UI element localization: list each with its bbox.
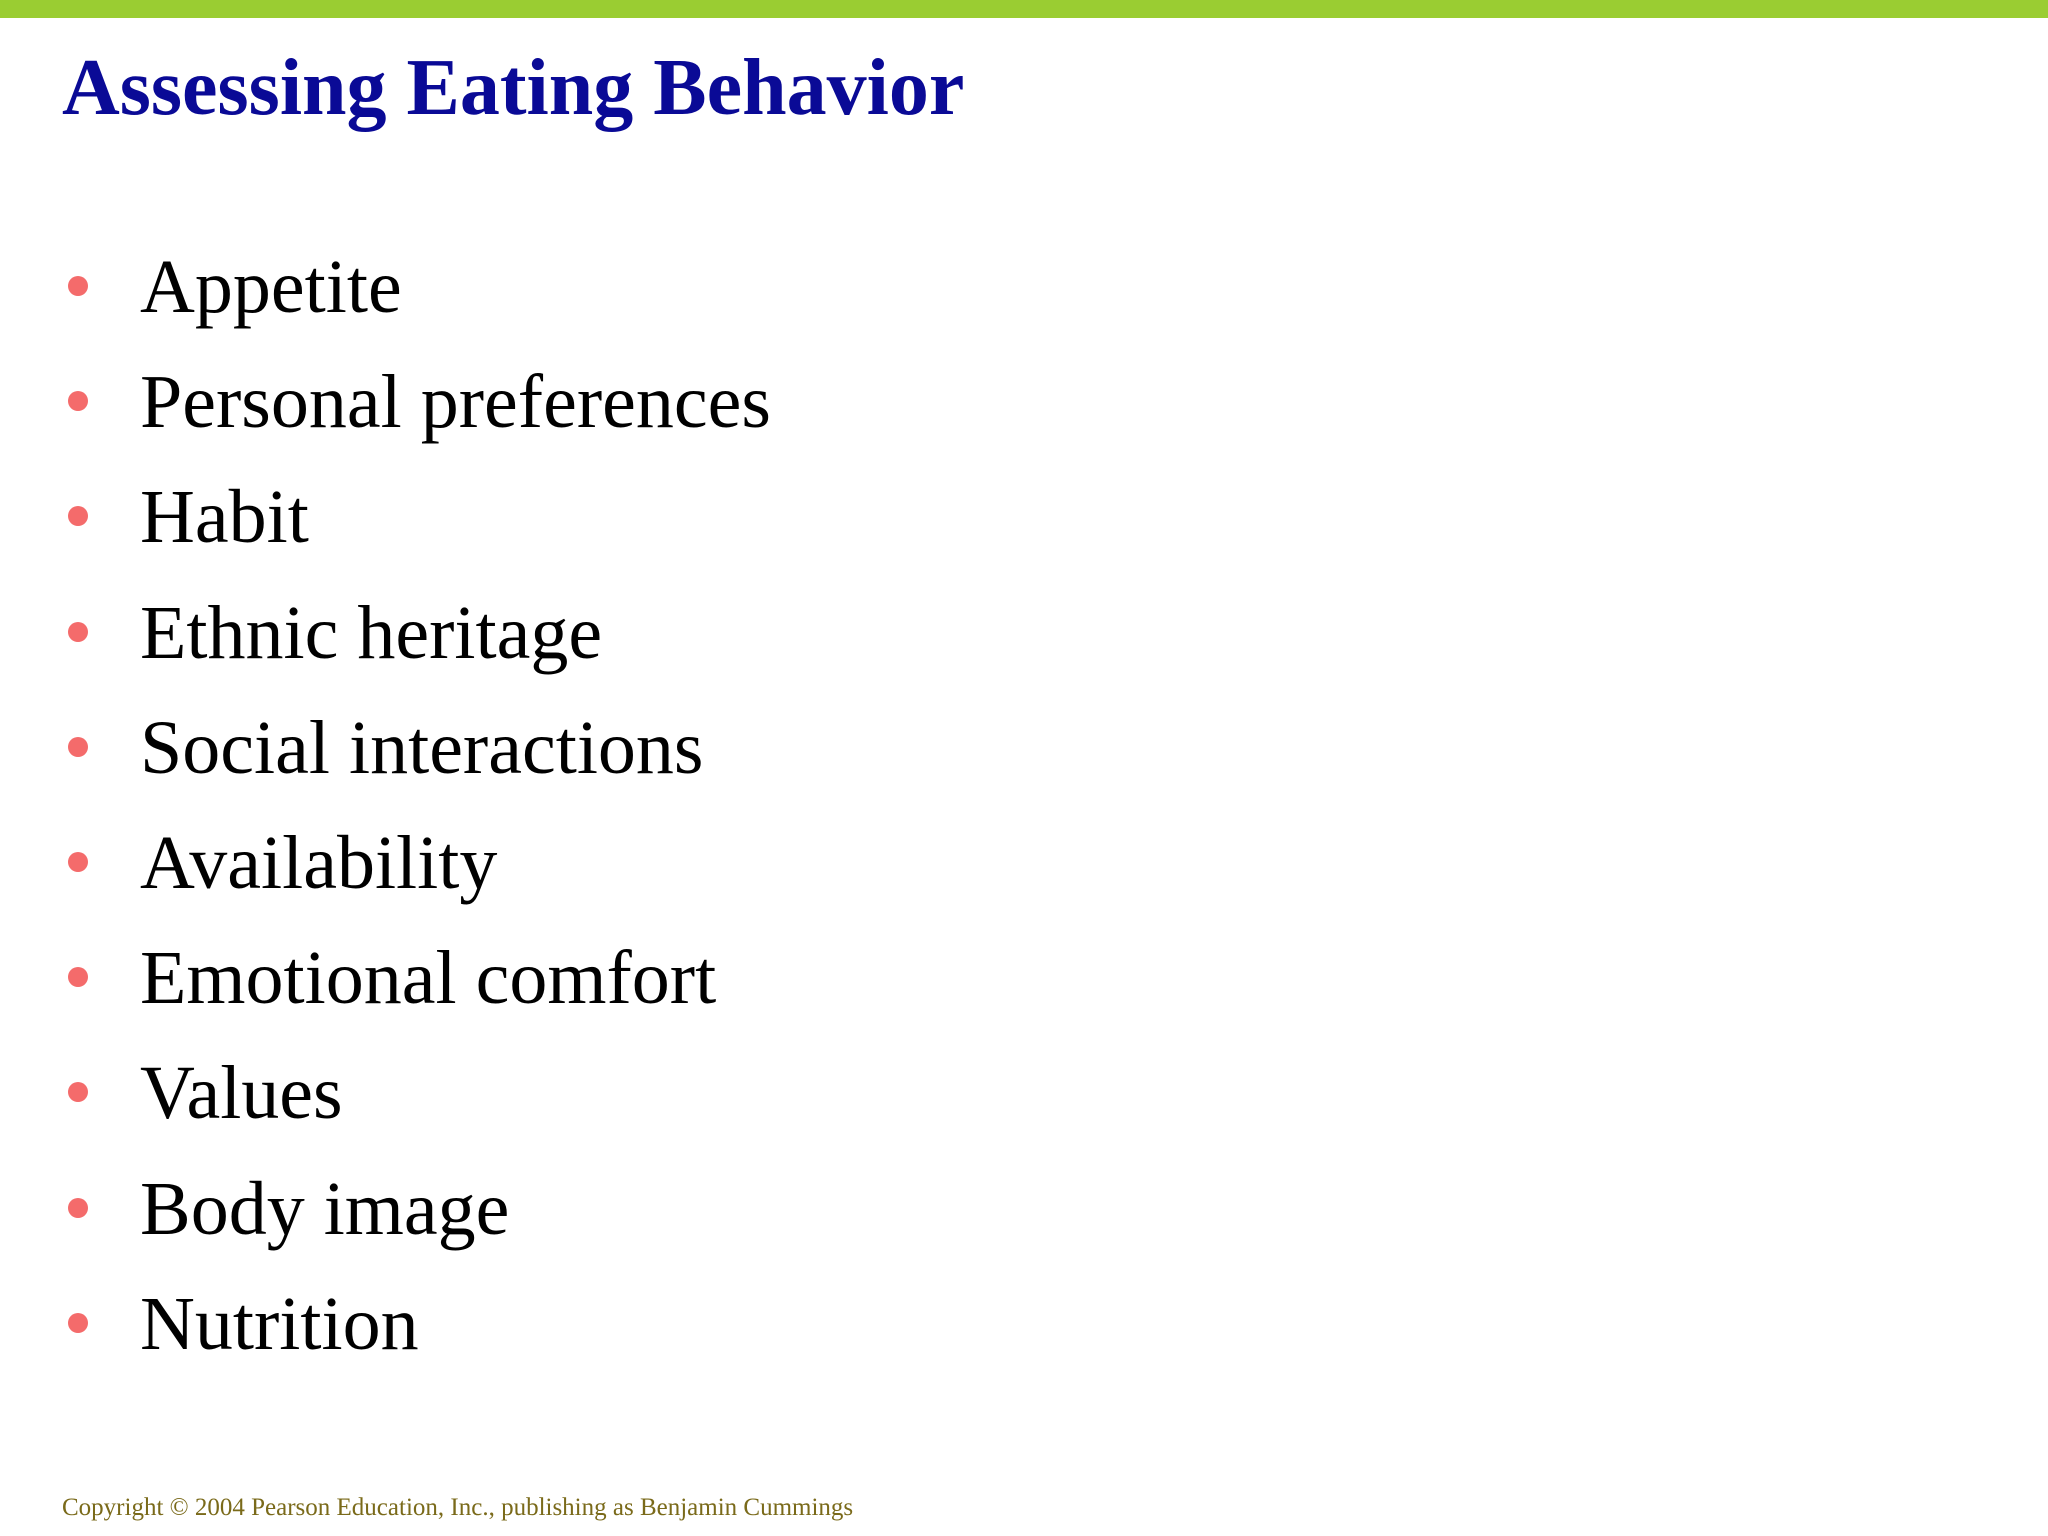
bullet-dot-icon	[68, 1313, 88, 1333]
bullet-dot-icon	[68, 1198, 88, 1218]
bullet-dot-icon	[68, 737, 88, 757]
slide-title: Assessing Eating Behavior	[62, 44, 965, 132]
bullet-dot-icon	[68, 391, 88, 411]
bullet-text: Emotional comfort	[140, 936, 717, 1021]
bullet-dot-icon	[68, 276, 88, 296]
copyright-footer: Copyright © 2004 Pearson Education, Inc., publishing as Benjamin Cummings	[62, 1494, 854, 1521]
bullet-text: Personal preferences	[140, 360, 771, 445]
bullet-dot-icon	[68, 506, 88, 526]
bullet-dot-icon	[68, 1082, 88, 1102]
bullet-text: Body image	[140, 1166, 510, 1251]
bullet-text: Availability	[140, 820, 498, 905]
bullet-dot-icon	[68, 622, 88, 642]
bullet-text: Values	[140, 1051, 343, 1136]
bullet-text: Appetite	[140, 245, 402, 329]
bullet-text: Social interactions	[140, 705, 704, 790]
top-accent-bar	[0, 0, 2048, 18]
bullet-text: Ethnic heritage	[140, 590, 603, 675]
bullet-dot-icon	[68, 967, 88, 987]
bullet-dot-icon	[68, 852, 88, 872]
bullet-text: Habit	[140, 475, 309, 560]
bullet-text: Nutrition	[140, 1281, 419, 1366]
